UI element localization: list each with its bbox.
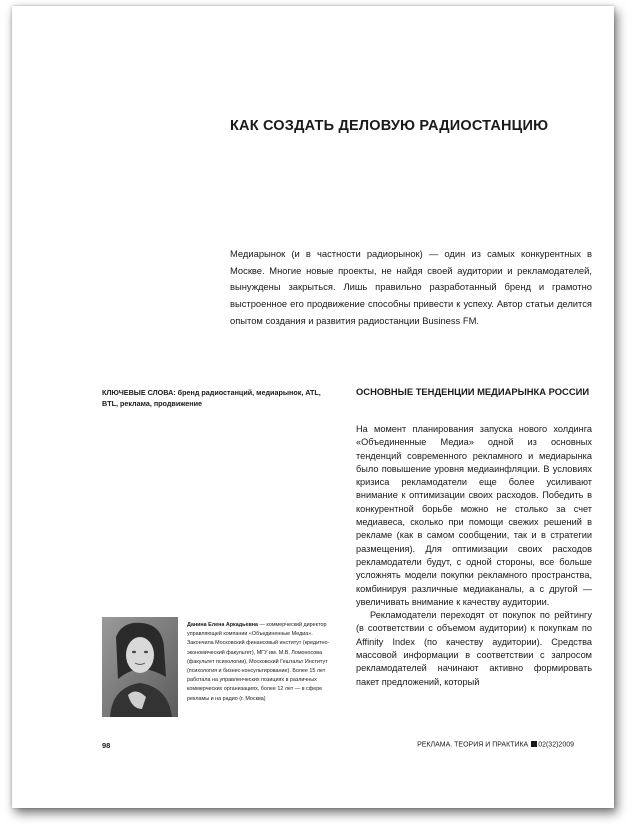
- section-title: ОСНОВНЫЕ ТЕНДЕНЦИИ МЕДИАРЫНКА РОССИИ: [356, 386, 590, 397]
- article-title: КАК СОЗДАТЬ ДЕЛОВУЮ РАДИОСТАНЦИЮ: [230, 118, 549, 134]
- author-bio: [187, 621, 335, 704]
- journal-footer: [417, 741, 574, 749]
- journal-page: [12, 6, 614, 808]
- article-lead: Медиарынок (и в частности радиорынок) — один из самых конкурентных в Москве. Многие новые проекты, не найдя своей аудитории и рекламодателей, вынуждены закрыться. Лишь правильно разработанный бренд и грамотно выстроенное его продвижение способны привести к успеху. Автор статьи делится опытом создания и развития радиостанции Business FM.: [230, 248, 592, 326]
- body-paragraph-1: На момент планирования запуска нового холдинга «Объединенные Медиа» одной из основных тенденций современного рекламного и медиарынка было повышение уровня медиаинфляции. В условиях кризиса рекламодатели еще более усиливают внимание к оптимизации своих расходов. Победить в конкурентной борьбе можно не столько за счет медиавеса, сколько при помощи свежих решений в рекламе (как в самом сообщении, так и в стратегии размещения). Для оптимизации своих расходов рекламодатели будут, с одной стороны, все больше усложнять модели покупки рекламного пространства, комбинируя различные медиаканалы, а с другой — увеличивать внимание к качеству аудитории.: [356, 424, 592, 607]
- author-photo: [102, 617, 178, 717]
- author-portrait-image: [102, 617, 178, 717]
- journal-issue: 02(32)2009: [538, 741, 574, 749]
- author-name: Данина Елена Аркадьевна: [187, 622, 259, 628]
- body-paragraph-2: Рекламодатели переходят от покупок по рейтингу (в соответствии с объемом аудитории) к покупкам по Affinity Index (по качеству аудитории). Средства массовой информации в соответствии с запросом рекламодателей начинают активно формировать пакет предложений, который: [356, 610, 592, 687]
- square-separator-icon: [531, 741, 537, 747]
- author-description: — коммерческий директор управляющей компании «Объединенные Медиа». Закончила Московский финансовый институт (кредитно-экономический факультет), МГУ им. М.В. Ломоносова (факультет психологии), Московский Гештальт Институт (психология и бизнес-консультирование). Более 15 лет работала на управленческих позициях в различных коммерческих организациях, более 12 лет — в сфере рекламы и на радио (г. Москва): [187, 622, 330, 702]
- page-number: 98: [102, 741, 111, 750]
- journal-name: РЕКЛАМА. ТЕОРИЯ И ПРАКТИКА: [417, 741, 529, 749]
- keywords: КЛЮЧЕВЫЕ СЛОВА: бренд радиостанций, медиарынок, ATL, BTL, реклама, продвижение: [102, 388, 321, 408]
- article-body: [356, 423, 592, 689]
